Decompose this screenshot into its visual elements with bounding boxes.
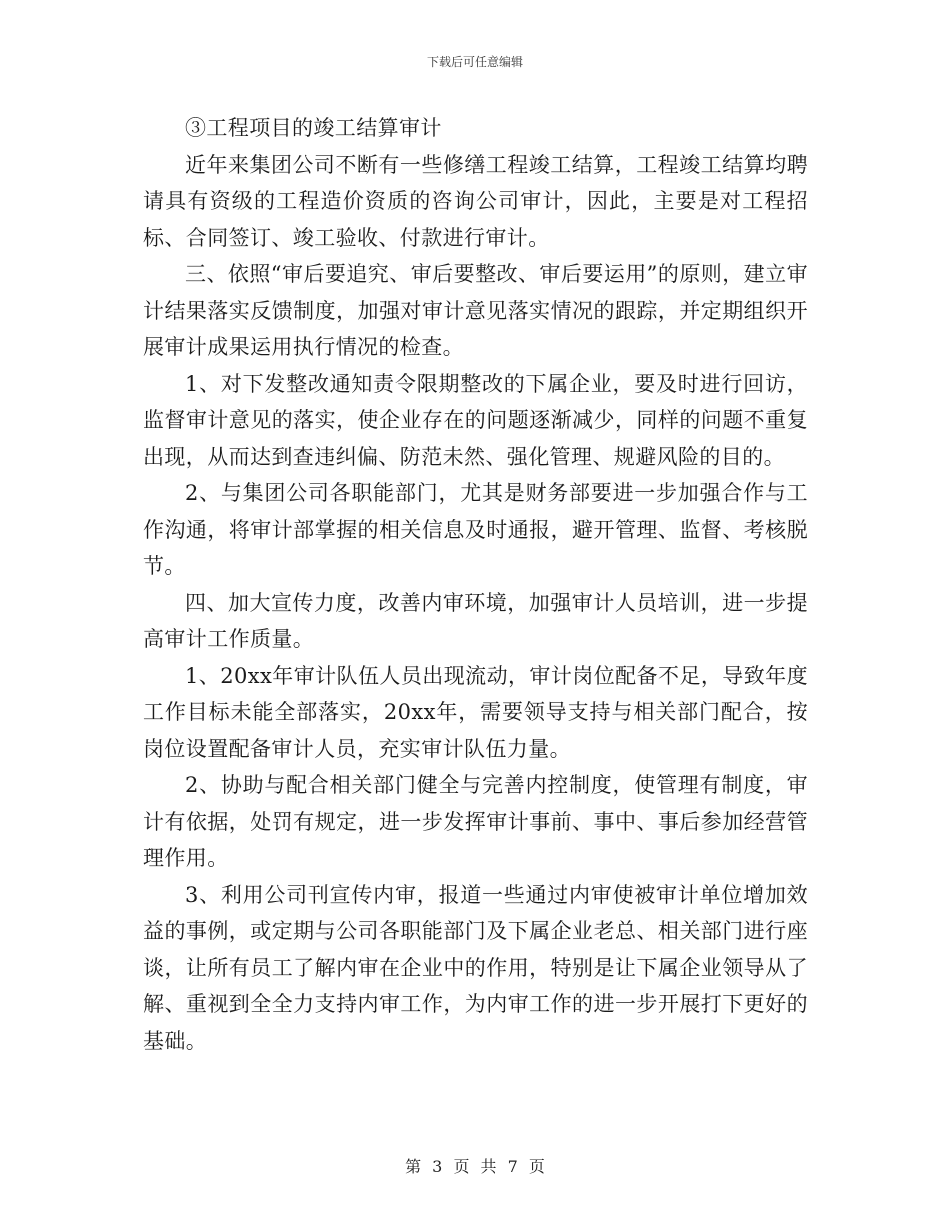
list-item: 2、与集团公司各职能部门，尤其是财务部要进一步加强合作与工作沟通，将审计部掌握的相关信息及时通报，避开管理、监督、考核脱节。 [143, 481, 808, 578]
list-item: 1、20xx年审计队伍人员出现流动，审计岗位配备不足，导致年度工作目标未能全部落实，20xx年，需要领导支持与相关部门配合，按岗位设置配备审计人员，充实审计队伍力量。 [143, 663, 808, 761]
section-heading: 三、依照“审后要追究、审后要整改、审后要运用”的原则，建立审计结果落实反馈制度，加强对审计意见落实情况的跟踪，并定期组织开展审计成果运用执行情况的检查。 [143, 262, 808, 359]
paragraph: 近年来集团公司不断有一些修缮工程竣工结算，工程竣工结算均聘请具有资级的工程造价资质的咨询公司审计，因此，主要是对工程招标、合同签订、竣工验收、付款进行审计。 [143, 152, 808, 250]
page-header: 下载后可任意编辑 [426, 55, 523, 69]
list-item: 3、利用公司刊宣传内审，报道一些通过内审使被审计单位增加效益的事例，或定期与公司各职能部门及下属企业老总、相关部门进行座谈，让所有员工了解内审在企业中的作用，特别是让下属企业领导从了解、重视到全全力支持内审工作，为内审工作的进一步开展打下更好的基础。 [143, 882, 808, 1053]
document-body [143, 110, 808, 1059]
list-item: 2、协助与配合相关部门健全与完善内控制度，使管理有制度，审计有依据，处罚有规定，进一步发挥审计事前、事中、事后参加经营管理作用。 [143, 773, 808, 870]
list-item: 1、对下发整改通知责令限期整改的下属企业，要及时进行回访，监督审计意见的落实，使企业存在的问题逐渐减少，同样的问题不重复出现，从而达到查违纠偏、防范未然、强化管理、规避风险的目的。 [143, 371, 808, 469]
section-heading: 四、加大宣传力度，改善内审环境，加强审计人员培训，进一步提高审计工作质量。 [143, 590, 808, 651]
section-heading: ③工程项目的竣工结算审计 [185, 116, 442, 140]
page-number: 第 3 页 共 7 页 [405, 1157, 545, 1176]
